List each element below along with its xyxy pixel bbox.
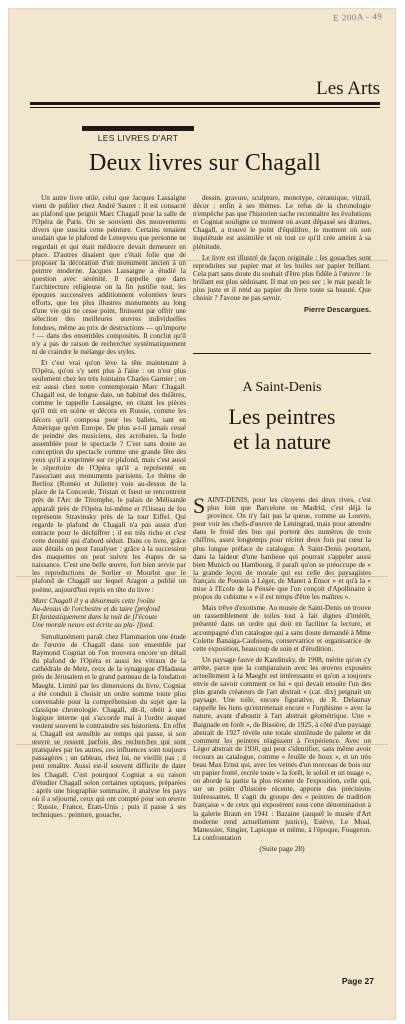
- poem-line: Une morale neuve est écrite au pla- [fond.: [32, 620, 155, 629]
- fold-crease: [16, 576, 388, 577]
- section-title: Les Arts: [316, 78, 380, 99]
- article-column-right-top: [193, 194, 371, 314]
- article-kicker: LES LIVRES D'ART: [82, 126, 194, 143]
- header-rule-thin: [30, 107, 380, 108]
- second-article-kicker: A Saint-Denis: [242, 380, 322, 395]
- second-article-headline: [193, 404, 371, 454]
- poem-line: Marc Chagall il y a désormais cette [voûte: [32, 596, 156, 605]
- article-column-left: [32, 194, 186, 822]
- paragraph: Le livre est illustré de façon originale : les gouaches sont reproduites sur papier mat et les huiles sur papier brillant. Cela part sans doute du souhait d'être plus fidèle à l'œuvre : le brillant est plus séduisant. Il mat un peu sec ; le mat paraît le plus juste et il rend au papier du livre toute sa beauté. Que choisir ? J'avoue ne pas savoir.: [193, 253, 371, 303]
- poem-line: Et fantastiquement dans la nuit de [l'écoute: [32, 612, 158, 621]
- paragraph: Un paysage fauve de Kandinsky, de 1908, mérite qu'on s'y arrête, parce que la comparaison avec les œuvres exposées actuellement à la Maeght est intéressante et qu'on a toujours envie de savoir comment ce lui « qui devait ensuite l'un des plus grands créateurs de l'art abstrait » (cat. dix) peignait un paysage. Une toile, encore figurative, de R. Delaunay rappelle les liens qu'entretenait encore « l'orphisme » avec la nature, avant d'aboutir à l'art abstrait géométrique. Une « Baignade en forêt », de Bissière, de 1925, à côté d'un paysage abstrait de 1927 révèle une totale similitude de palette et dit comment les peintres réagissent à l'expérience. Avec un Léger abstrait de 1930, qui peut s'identifier, sans même avoir recours au catalogue, comme « feuille de houx », et un très beau Max Ernst qui, avec les veines d'un morceau de bois sur un papier frotté, recrée toute « la forêt, le soleil et un nuage », on aborde la partie la plus récente de l'exposition, celle qui, sur un point d'histoire récente, apporte des précisions intéressantes. Il s'agit du groupe des « peintres de tradition française » de ceux qui exposèrent sous cette dénomination à la galerie Braun en 1941 : Bazaine (auquel le musée d'Art moderne rend actuellement justice), Estève, Le Moal, Manessier, Singier, Lapicque et même, à l'époque, Fougeron. La confrontation: [193, 655, 371, 842]
- page-number: Page 27: [341, 976, 374, 986]
- archive-reference-note: E 200A - 49: [332, 11, 383, 23]
- article-divider: [193, 353, 371, 354]
- headline-line: Les peintres: [228, 404, 336, 429]
- headline-line: et la nature: [233, 429, 331, 454]
- article-headline: Deux livres sur Chagall: [89, 150, 321, 176]
- fold-crease: [16, 260, 388, 261]
- poem-line: Au-dessus de l'orchestre et du taire [profond: [32, 604, 160, 613]
- continuation-note: (Suite page 28): [259, 843, 305, 853]
- newspaper-clipping: [8, 8, 396, 1020]
- paragraph: Et c'est vrai qu'on lève la tête maintenant à l'Opéra, qu'on s'y sent plus à l'aise : on n'est plus seulement chez les très lointains Charles Garnier ; on est aussi chez notre contemporain Marc Chagall. Chagall est, de longue date, un habitué des théâtres, comme le rappelle Lassaigne, en citant les pièces qu'il mit en scène et décora en Russie, comme les décors qu'il composa pour les ballets, tant en Amérique qu'en Europe. De plus a-t-il jamais cessé de peindre des musiciens, des acrobates, la foule assemblée pour le spectacle ? C'est sans doute au conception du spectacle comme une grande fête des yeux qu'il a exprimée sur ce plafond, mais c'est aussi le répertoire de l'Opéra qu'il a représenté en l'associant aux monuments parisiens. Le thème de Berlioz (Roméo et Juliette) voie au-dessus de la place de la Concorde, Tristan et Iseut se rencontrent près de l'Arc de Triomphe, le palais de Mélisande apparaît près de l'Opéra lui-même et l'Oiseau de feu représente Stravinsky près de la tour Eiffel. Qui regarde le plafond de Chagall n'a pas assez d'un entracte pour le déchiffrer ; il est très riche et c'est cette densité qui d'abord séduit. Dans ce livre, grâce aux détails on peut l'analyser : grâce à la succession des maquettes on peut suivre les étapes de sa naissance. C'est une belle œuvre, fort bien servie par les reproductions de Sorlier et Mourlot que le plafond de Chagall sur lequel Aragon a publié un poème, aujourd'hui repris en tête du livre :: [32, 358, 186, 594]
- drop-cap: S: [193, 493, 206, 518]
- second-article-column: [193, 493, 371, 853]
- header-rule-thick: [30, 102, 380, 105]
- paragraph: dessin, gravure, sculpture, monotype, céramique, vitrail, décor ; enfin à ses thèmes. Le refus de la chronologie n'empêche pas que l'historien sache reconnaître les évolutions et Cogniat souligne ce moment où avant dépassé ses drames, Chagall, a trouvé le point d'équilibre, le moment où son inquiétude est assimilée et où tout ce qu'il crée atteint à sa plénitude.: [193, 194, 371, 251]
- paragraph: [193, 493, 371, 602]
- paragraph: Mais trêve d'exotisme. Au musée de Saint-Denis on trouve un rassemblement de toiles tout à fait dignes d'intérêt, présenté dans un ordre qui doit en faciliter la lecture, et accompagné d'un catalogue qui a sans doute demandé à Mme Colette Banaiga-Caubisens, conservatrice et organisatrice de cette exposition, beaucoup de soin et d'érudition.: [193, 604, 371, 653]
- fold-crease: [16, 744, 388, 745]
- paragraph: Simultanément paraît chez Flammarion une étude de l'œuvre de Chagall dans son ensemble par Raymond Cogniat où l'on trouvera encore un détail du plafond de l'Opéra et aussi les vitraux de la cathédrale de Metz, ceux de la synagogue d'Hadassa près de Jérusalem et le grand panneau de la fondation Maeght. Limité par les dimensions du livre, Cogniat a été conduit à choisir un ordre somme toute plus convenable pour la compréhension du sujet que la classique chronologie. Chagall, dit-il, obéit à une logique interne qui s'accorde mal à l'ordre auquel veulent souvent le contraindre ses historiens. En effet si Chagall est sensible au temps qui passe, si son œuvre se ressent parfois des recherches qui sont pratiquées par les autres, ces influences sont toujours passagères ; un tableau, chez lui, ne vieillit pas ; il peut renaître. Aussi est-il souvent difficile de dater les Chagall. C'est pourquoi Cogniat a eu raison d'étudier Chagall selon certaines optiques, préparées : après une biographie sommaire, il analyse les pays où il a séjourné, ceux qui ont compté pour son œuvre : Russie, France, États-Unis ; puis il passe à ses techniques : peinture, gouache,: [32, 632, 186, 820]
- author-signature: Pierre Descargues.: [304, 305, 371, 315]
- paragraph: Un autre livre utile, celui que Jacques Lassaigne vient de publier chez André Sauret : il est consacré au plafond que peignit Marc Chagall pour la salle de l'Opéra de Paris. On se souvient des mouvements divers que suscita cette peinture. Certains tenaient soudain que le plafond de Lenepveu que personne ne regardait et qui était médiocre devait demeurer en place. D'autres disaient que c'était folie que de proposer la décoration d'un monument ancien à un peintre moderne. Jacques Lassaigne a étudié la question avec sérénité. Il rappelle que dans l'architecture religieuse on la fin justifie tout, les époques successives additionnent volontiers leurs efforts, que les plus illustres monuments au long d'une vie qui ne cesse point, finissent par offrir une sélection des meilleures œuvres individuelles fondues, même au prix de destructions — qu'importe ! — dans des ensembles composites. Il conclut qu'il n'y a pas de raison de rechercher systématiquement ni de craindre le mélange des styles.: [32, 194, 186, 356]
- paragraph-text: AINT-DENIS, pour les citoyens des deux rives, c'est plus loin que Barcelone ou Madrid, c'est déjà la province. On n'y fait pas la queue, comme au Louvre, pour voir les chefs-d'œuvre de Leningrad, mais pour attendre dans le froid des bus qui portent des numéros de trois chiffres, assez longtemps pour réciter deux fois par cœur la plus longue préface de catalogue. À Saint-Denis pourtant, dans la laideur d'une banlieue qui pourrait s'appeler aussi bien Munich ou Hambourg, il paraît qu'on se préoccupe de « la grande leçon de morale qui est celle des paysagistes français de Poussin à Léger, de Manet à Ensor » et qu'à la « mise à l'Ecole de la Pensée que l'on conçoit d'Apollinaire à propos du cubisme » « il est temps d'être les maîtres ».: [193, 496, 371, 602]
- poem-quote: [32, 597, 186, 629]
